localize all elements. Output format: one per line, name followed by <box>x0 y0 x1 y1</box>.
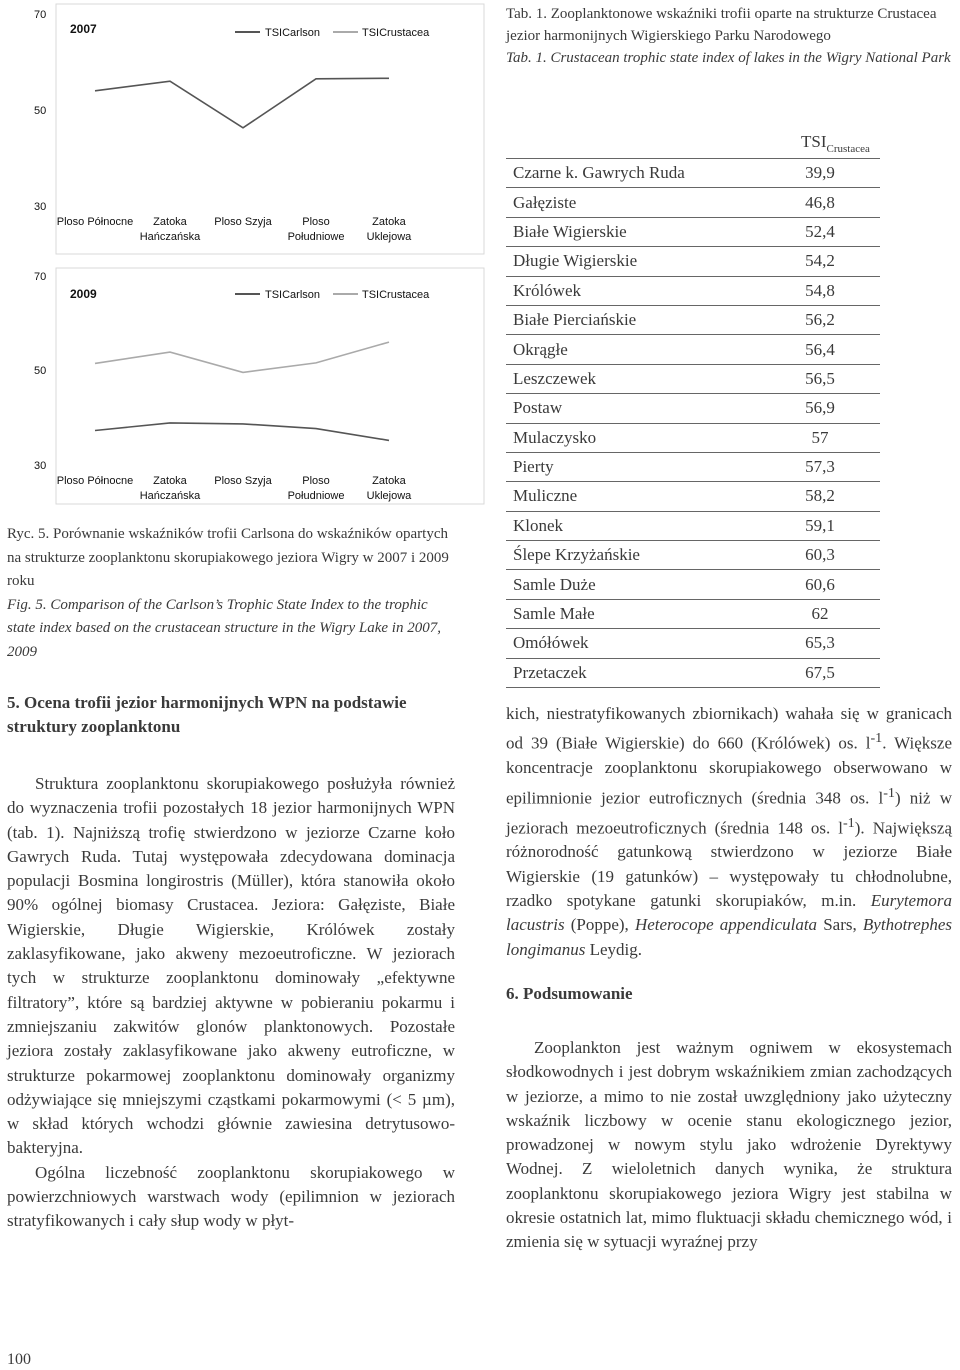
y-tick-30: 30 <box>34 460 47 472</box>
y-tick-50: 50 <box>34 105 47 117</box>
section-5-paragraph-1: Struktura zooplanktonu skorupiakowego posłużyła również do wyznaczenia trofii pozostałych 18 jezior harmonijnych WPN (tab. 1). Najniższą trofię stwierdzono w jeziorze Czarne koło Gawrych Ruda. Tutaj występowała zdecydowana dominacja populacji Bosmina longirostris (Müller), która stanowiła około 90% ogólnej biomasy Crustacea. Jeziora: Gałęziste, Białe Wigierskie, Długie Wigierskie, Królówek zostały zaklasyfikowane, jako akweny mezoeutroficzne. W jeziorach tych w strukturze zooplanktonu dominowały „efektywne filtratory”, które są bardziej aktywne w pobieraniu pokarmu i zmniejszaniu zakwitów glonów planktonowych. Pozostałe jeziora zostały zaklasyfikowane jako akweny eutroficzne, w strukturze pokarmowej zooplanktonu dominowały organizmy odżywiające się mniejszymi cząstkami pokarmowymi (< 5 µm), w skład których wchodzi głównie zawiesina detrytusowo-bakteryjna. <box>7 774 455 1158</box>
table-caption-en: Tab. 1. Crustacean trophic state index of lakes in the Wigry National Park <box>506 50 951 66</box>
y-tick-70: 70 <box>34 9 47 21</box>
tsi-value-cell: 59,1 <box>760 511 880 540</box>
tsi-value-cell: 54,2 <box>760 247 880 276</box>
table-row <box>506 276 880 305</box>
tsi-value-cell: 46,8 <box>760 188 880 217</box>
table-row <box>506 541 880 570</box>
superscript: -1 <box>870 730 883 747</box>
species-name: Heterocope appendiculata <box>634 915 818 935</box>
tsi-value-cell: 56,4 <box>760 335 880 364</box>
table-row <box>506 394 880 423</box>
x-tick-label: Zatoka Hańczańska <box>139 475 201 502</box>
text-run: Leydig. <box>585 939 642 959</box>
table-row <box>506 511 880 540</box>
figure-caption-pl: Ryc. 5. Porównanie wskaźników trofii Carlsona do wskaźników opartych na strukturze zooplanktonu skorupiakowego jeziora Wigry w 2007 i 2009 roku <box>7 526 449 589</box>
lake-name-cell: Samle Małe <box>506 599 760 628</box>
lake-name-cell: Muliczne <box>506 482 760 511</box>
lake-name-cell: Pierty <box>506 452 760 481</box>
lake-name-cell: Klonek <box>506 511 760 540</box>
section-6-heading: 6. Podsumowanie <box>506 983 633 1003</box>
text-run: . Większe koncentracje zooplanktonu skorupiakowego obserwowano w epilimnionie jezior eutroficznych (średnia 348 os. l <box>506 733 952 808</box>
figure-caption-en: Fig. 5. Comparison of the Carlson’s Trophic State Index to the trophic state index based on the crustacean structure in the Wigry Lake in 2007, 2009 <box>7 596 441 660</box>
x-tick-label: Ploso Północne <box>56 475 134 487</box>
tsi-value-cell: 56,9 <box>760 394 880 423</box>
table-header-tsi <box>801 132 870 155</box>
lake-name-cell: Przetaczek <box>506 658 760 687</box>
section-5 <box>7 691 455 1234</box>
y-tick-50: 50 <box>34 365 47 377</box>
continued-paragraph <box>506 702 952 962</box>
table-row <box>506 629 880 658</box>
table-row <box>506 423 880 452</box>
lake-name-cell: Długie Wigierskie <box>506 247 760 276</box>
tsi-value-cell: 65,3 <box>760 629 880 658</box>
table-row <box>506 452 880 481</box>
lake-name-cell: Leszczewek <box>506 364 760 393</box>
figure-caption <box>7 523 455 664</box>
table-row <box>506 658 880 687</box>
table-row <box>506 599 880 628</box>
y-tick-30: 30 <box>34 201 47 213</box>
lake-name-cell: Białe Pierciańskie <box>506 305 760 334</box>
x-tick-label: Ploso Południowe <box>287 216 345 243</box>
x-tick-label: Ploso Szyja <box>214 475 272 487</box>
text-run: ) niż w jeziorach mezoeutroficznych (średnia 148 os. l <box>506 788 952 838</box>
legend-label-carlson: TSICarlson <box>265 27 321 39</box>
tsi-value-cell: 60,3 <box>760 541 880 570</box>
tsi-value-cell: 54,8 <box>760 276 880 305</box>
tsi-value-cell: 60,6 <box>760 570 880 599</box>
tsi-table <box>506 158 880 688</box>
tsi-value-cell: 56,2 <box>760 305 880 334</box>
table-row <box>506 217 880 246</box>
chart-2009 <box>0 264 490 512</box>
x-tick-label: Zatoka Hańczańska <box>139 216 201 243</box>
lake-name-cell: Postaw <box>506 394 760 423</box>
chart-2007-svg <box>0 0 490 262</box>
text-run: ). Największą różnorodność gatunkową stwierdzono w jeziorze Białe Wigierskie (19 gatunków) – występowały tu chłodnolubne, rzadko spotykane gatunki skorupiaków, m.in. <box>506 818 952 911</box>
table-row <box>506 305 880 334</box>
section-6-paragraph-1: Zooplankton jest ważnym ogniwem w ekosystemach słodkowodnych i jest dobrym wskaźnikiem zmian zachodzących w jeziorze, a mimo to nie został uwzględniony jako użyteczny wskaźnik liczbowy w ocenie stanu ekologicznego jezior, prowadzonej w nowym stylu jako wdrożenie Dyrektywy Wodnej. Z wieloletnich danych wynika, że struktura zooplanktonu skorupiakowego jeziora Wigry jest stabilna w okresie ostatnich lat, mimo fluktuacji składu chemicznego wód, i zmienia się w sytuacji wyraźnej przy <box>506 1037 952 1252</box>
legend-label-crustacea: TSICrustacea <box>362 289 430 301</box>
lake-name-cell: Omółówek <box>506 629 760 658</box>
lake-name-cell: Mulaczysko <box>506 423 760 452</box>
lake-name-cell: Okrągłe <box>506 335 760 364</box>
lake-name-cell: Białe Wigierskie <box>506 217 760 246</box>
table-row <box>506 188 880 217</box>
x-tick-label: Ploso Szyja <box>214 216 272 228</box>
chart-title: 2009 <box>70 287 97 301</box>
species-name: Eurytemora lacustris <box>506 891 952 935</box>
tsi-value-cell: 58,2 <box>760 482 880 511</box>
text-run: (Poppe), <box>564 915 635 935</box>
lake-name-cell: Królówek <box>506 276 760 305</box>
table-row <box>506 482 880 511</box>
section-5-paragraph-2: Ogólna liczebność zooplanktonu skorupiakowego w powierzchniowych warstwach wody (epilimnion w jeziorach stratyfikowanych i cały słup wody w płyt- <box>7 1162 455 1231</box>
chart-2009-svg <box>0 264 490 512</box>
tsi-value-cell: 62 <box>760 599 880 628</box>
right-column <box>506 702 952 1255</box>
text-run: kich, niestratyfikowanych zbiornikach) wahała się w granicach od 39 (Białe Wigierskie) do 660 (Królówek) os. l <box>506 704 952 753</box>
table-row <box>506 570 880 599</box>
lake-name-cell: Gałęziste <box>506 188 760 217</box>
lake-name-cell: Ślepe Krzyżańskie <box>506 541 760 570</box>
table-row <box>506 159 880 188</box>
chart-2007 <box>0 0 490 262</box>
x-tick-label: Zatoka Uklejowa <box>366 475 412 502</box>
plot-frame <box>56 268 484 504</box>
legend-label-crustacea: TSICrustacea <box>362 27 430 39</box>
y-tick-70: 70 <box>34 271 47 283</box>
lake-name-cell: Samle Duże <box>506 570 760 599</box>
table-header-main: TSI <box>801 132 827 151</box>
page-number: 100 <box>7 1351 31 1368</box>
table-row <box>506 247 880 276</box>
x-tick-label: Zatoka Uklejowa <box>366 216 412 243</box>
tsi-value-cell: 52,4 <box>760 217 880 246</box>
table-row <box>506 335 880 364</box>
species-name: Bythotrephes longimanus <box>506 915 952 959</box>
table-row <box>506 364 880 393</box>
chart-title: 2007 <box>70 22 97 36</box>
superscript: -1 <box>883 784 896 801</box>
legend-label-carlson: TSICarlson <box>265 289 321 301</box>
table-caption-pl: Tab. 1. Zooplanktonowe wskaźniki trofii oparte na strukturze Crustacea jezior harmonijnych Wigierskiego Parku Narodowego <box>506 6 937 44</box>
section-5-heading: 5. Ocena trofii jezior harmonijnych WPN na podstawie struktury zooplanktonu <box>7 693 407 736</box>
tsi-value-cell: 57,3 <box>760 452 880 481</box>
table-caption <box>506 3 958 69</box>
x-tick-label: Ploso Południowe <box>287 475 345 502</box>
tsi-value-cell: 67,5 <box>760 658 880 687</box>
text-run: Sars, <box>817 915 863 935</box>
tsi-value-cell: 57 <box>760 423 880 452</box>
lake-name-cell: Czarne k. Gawrych Ruda <box>506 159 760 188</box>
x-tick-label: Ploso Północne <box>56 216 134 228</box>
table-header-sub: Crustacea <box>826 143 870 155</box>
superscript: -1 <box>842 814 855 831</box>
tsi-value-cell: 39,9 <box>760 159 880 188</box>
tsi-value-cell: 56,5 <box>760 364 880 393</box>
